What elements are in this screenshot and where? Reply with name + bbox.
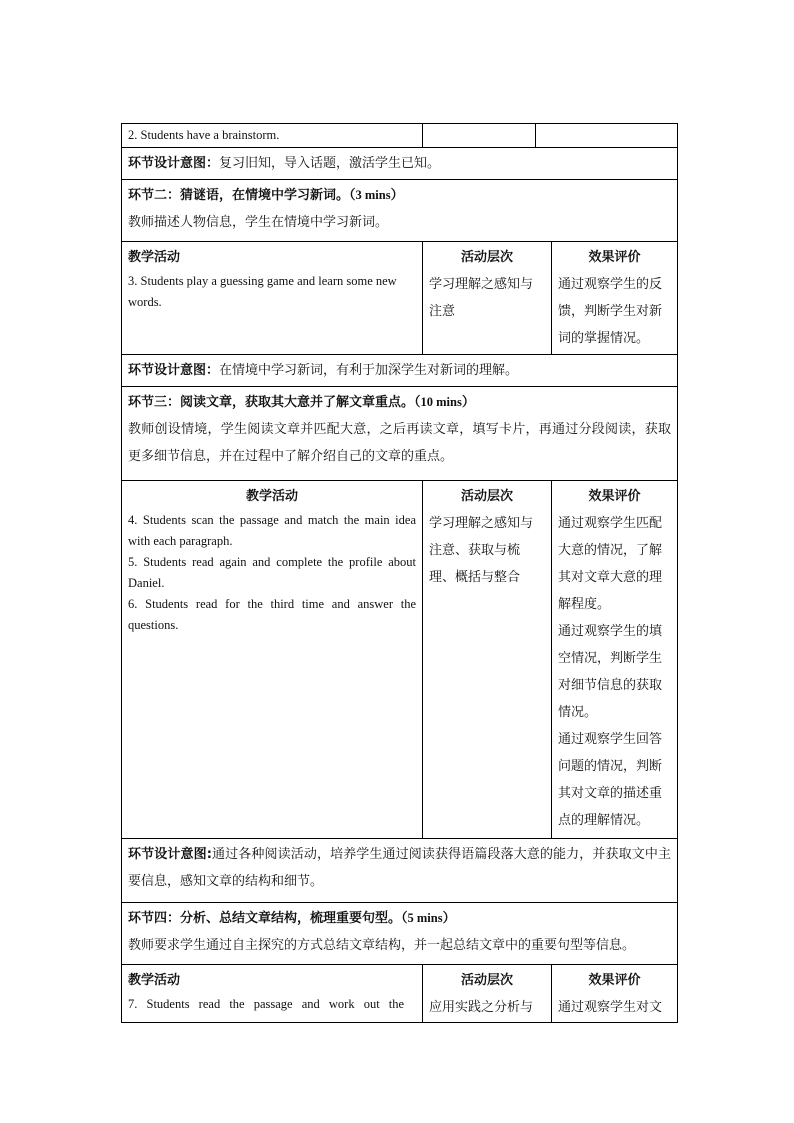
activity-two-cell [122, 242, 423, 355]
section-three-description: 教师创设情境，学生阅读文章并匹配大意，之后再读文章，填写卡片，再通过分段阅读，获取更多细节信息，并在过程中了解介绍自己的文章的重点。 [128, 422, 671, 464]
design-intent-three-cell [122, 839, 678, 903]
eval-three-item: 通过观察学生匹配大意的情况，了解其对文章大意的理解程度。 [558, 516, 663, 612]
eval-two-cell [552, 242, 678, 355]
lesson-plan-page [121, 123, 677, 1023]
section-two-row [122, 180, 678, 242]
level-header: 活动层次 [460, 489, 513, 504]
level-two-text: 学习理解之感知与注意 [429, 277, 534, 319]
activity-table-four-row [122, 965, 678, 1023]
design-intent-three-text: 通过各种阅读活动，培养学生通过阅读获得语篇段落大意的能力，并获取文中主要信息，感知文章的结构和细节。 [128, 847, 671, 889]
level-header: 活动层次 [460, 973, 513, 988]
activity-four-text: 7. Students read the passage and work out the [128, 997, 405, 1011]
level-cell-empty [423, 124, 536, 148]
design-intent-two-text: 在情境中学习新词，有利于加深学生对新词的理解。 [219, 363, 519, 378]
eval-header: 效果评价 [588, 250, 641, 265]
eval-three-item: 通过观察学生的填空情况，判断学生对细节信息的获取情况。 [558, 624, 663, 720]
activity-three-item: 6. Students read for the third time and answer the questions. [128, 597, 416, 632]
section-four-title: 环节四：分析、总结文章结构，梳理重要句型。（5 mins） [128, 911, 456, 926]
level-four-text: 应用实践之分析与 [429, 1000, 534, 1015]
section-two-cell [122, 180, 678, 242]
eval-three-item: 通过观察学生回答问题的情况，判断其对文章的描述重点的理解情况。 [558, 732, 663, 828]
eval-header: 效果评价 [588, 973, 641, 988]
section-three-row [122, 387, 678, 481]
design-intent-two-cell [122, 355, 678, 387]
eval-three-cell [552, 481, 678, 839]
activity-three-cell [122, 481, 423, 839]
section-two-title: 环节二：猜谜语，在情境中学习新词。（3 mins） [128, 188, 404, 203]
eval-four-text: 通过观察学生对文 [558, 1000, 663, 1015]
section-four-description: 教师要求学生通过自主探究的方式总结文章结构，并一起总结文章中的重要句型等信息。 [128, 938, 636, 953]
section-four-row [122, 903, 678, 965]
level-four-cell [423, 965, 552, 1023]
design-intent-cell [122, 148, 678, 180]
design-intent-row [122, 148, 678, 180]
activity-two-text: 3. Students play a guessing game and learn some new words. [128, 274, 397, 309]
activity-header: 教学活动 [245, 489, 298, 504]
level-three-text: 学习理解之感知与注意、获取与梳理、概括与整合 [429, 516, 534, 585]
activity-four-cell [122, 965, 423, 1023]
level-three-cell [423, 481, 552, 839]
activity-header: 教学活动 [128, 973, 181, 988]
activity-three-item: 4. Students scan the passage and match the main idea with each paragraph. [128, 513, 416, 548]
eval-header: 效果评价 [588, 489, 641, 504]
activity-three-item: 5. Students read again and complete the profile about Daniel. [128, 555, 416, 590]
section-three-cell [122, 387, 678, 481]
lesson-plan-table [121, 123, 678, 1023]
activity-table-three-row [122, 481, 678, 839]
design-intent-three-row [122, 839, 678, 903]
level-header: 活动层次 [460, 250, 513, 265]
section-three-title: 环节三：阅读文章，获取其大意并了解文章重点。（10 mins） [128, 395, 475, 410]
section-two-description: 教师描述人物信息，学生在情境中学习新词。 [128, 215, 389, 230]
level-two-cell [423, 242, 552, 355]
design-intent-text: 复习旧知，导入话题，激活学生已知。 [219, 156, 441, 171]
eval-two-text: 通过观察学生的反馈，判断学生对新词的掌握情况。 [558, 277, 663, 346]
design-intent-three-label: 环节设计意图: [128, 847, 212, 862]
section-four-cell [122, 903, 678, 965]
eval-four-cell [552, 965, 678, 1023]
design-intent-two-row [122, 355, 678, 387]
activity-cell: 2. Students have a brainstorm. [122, 124, 423, 148]
brainstorm-row [122, 124, 678, 148]
design-intent-two-label: 环节设计意图： [128, 363, 220, 378]
activity-table-two-row [122, 242, 678, 355]
design-intent-label: 环节设计意图： [128, 156, 220, 171]
activity-header: 教学活动 [128, 250, 181, 265]
eval-cell-empty [536, 124, 678, 148]
